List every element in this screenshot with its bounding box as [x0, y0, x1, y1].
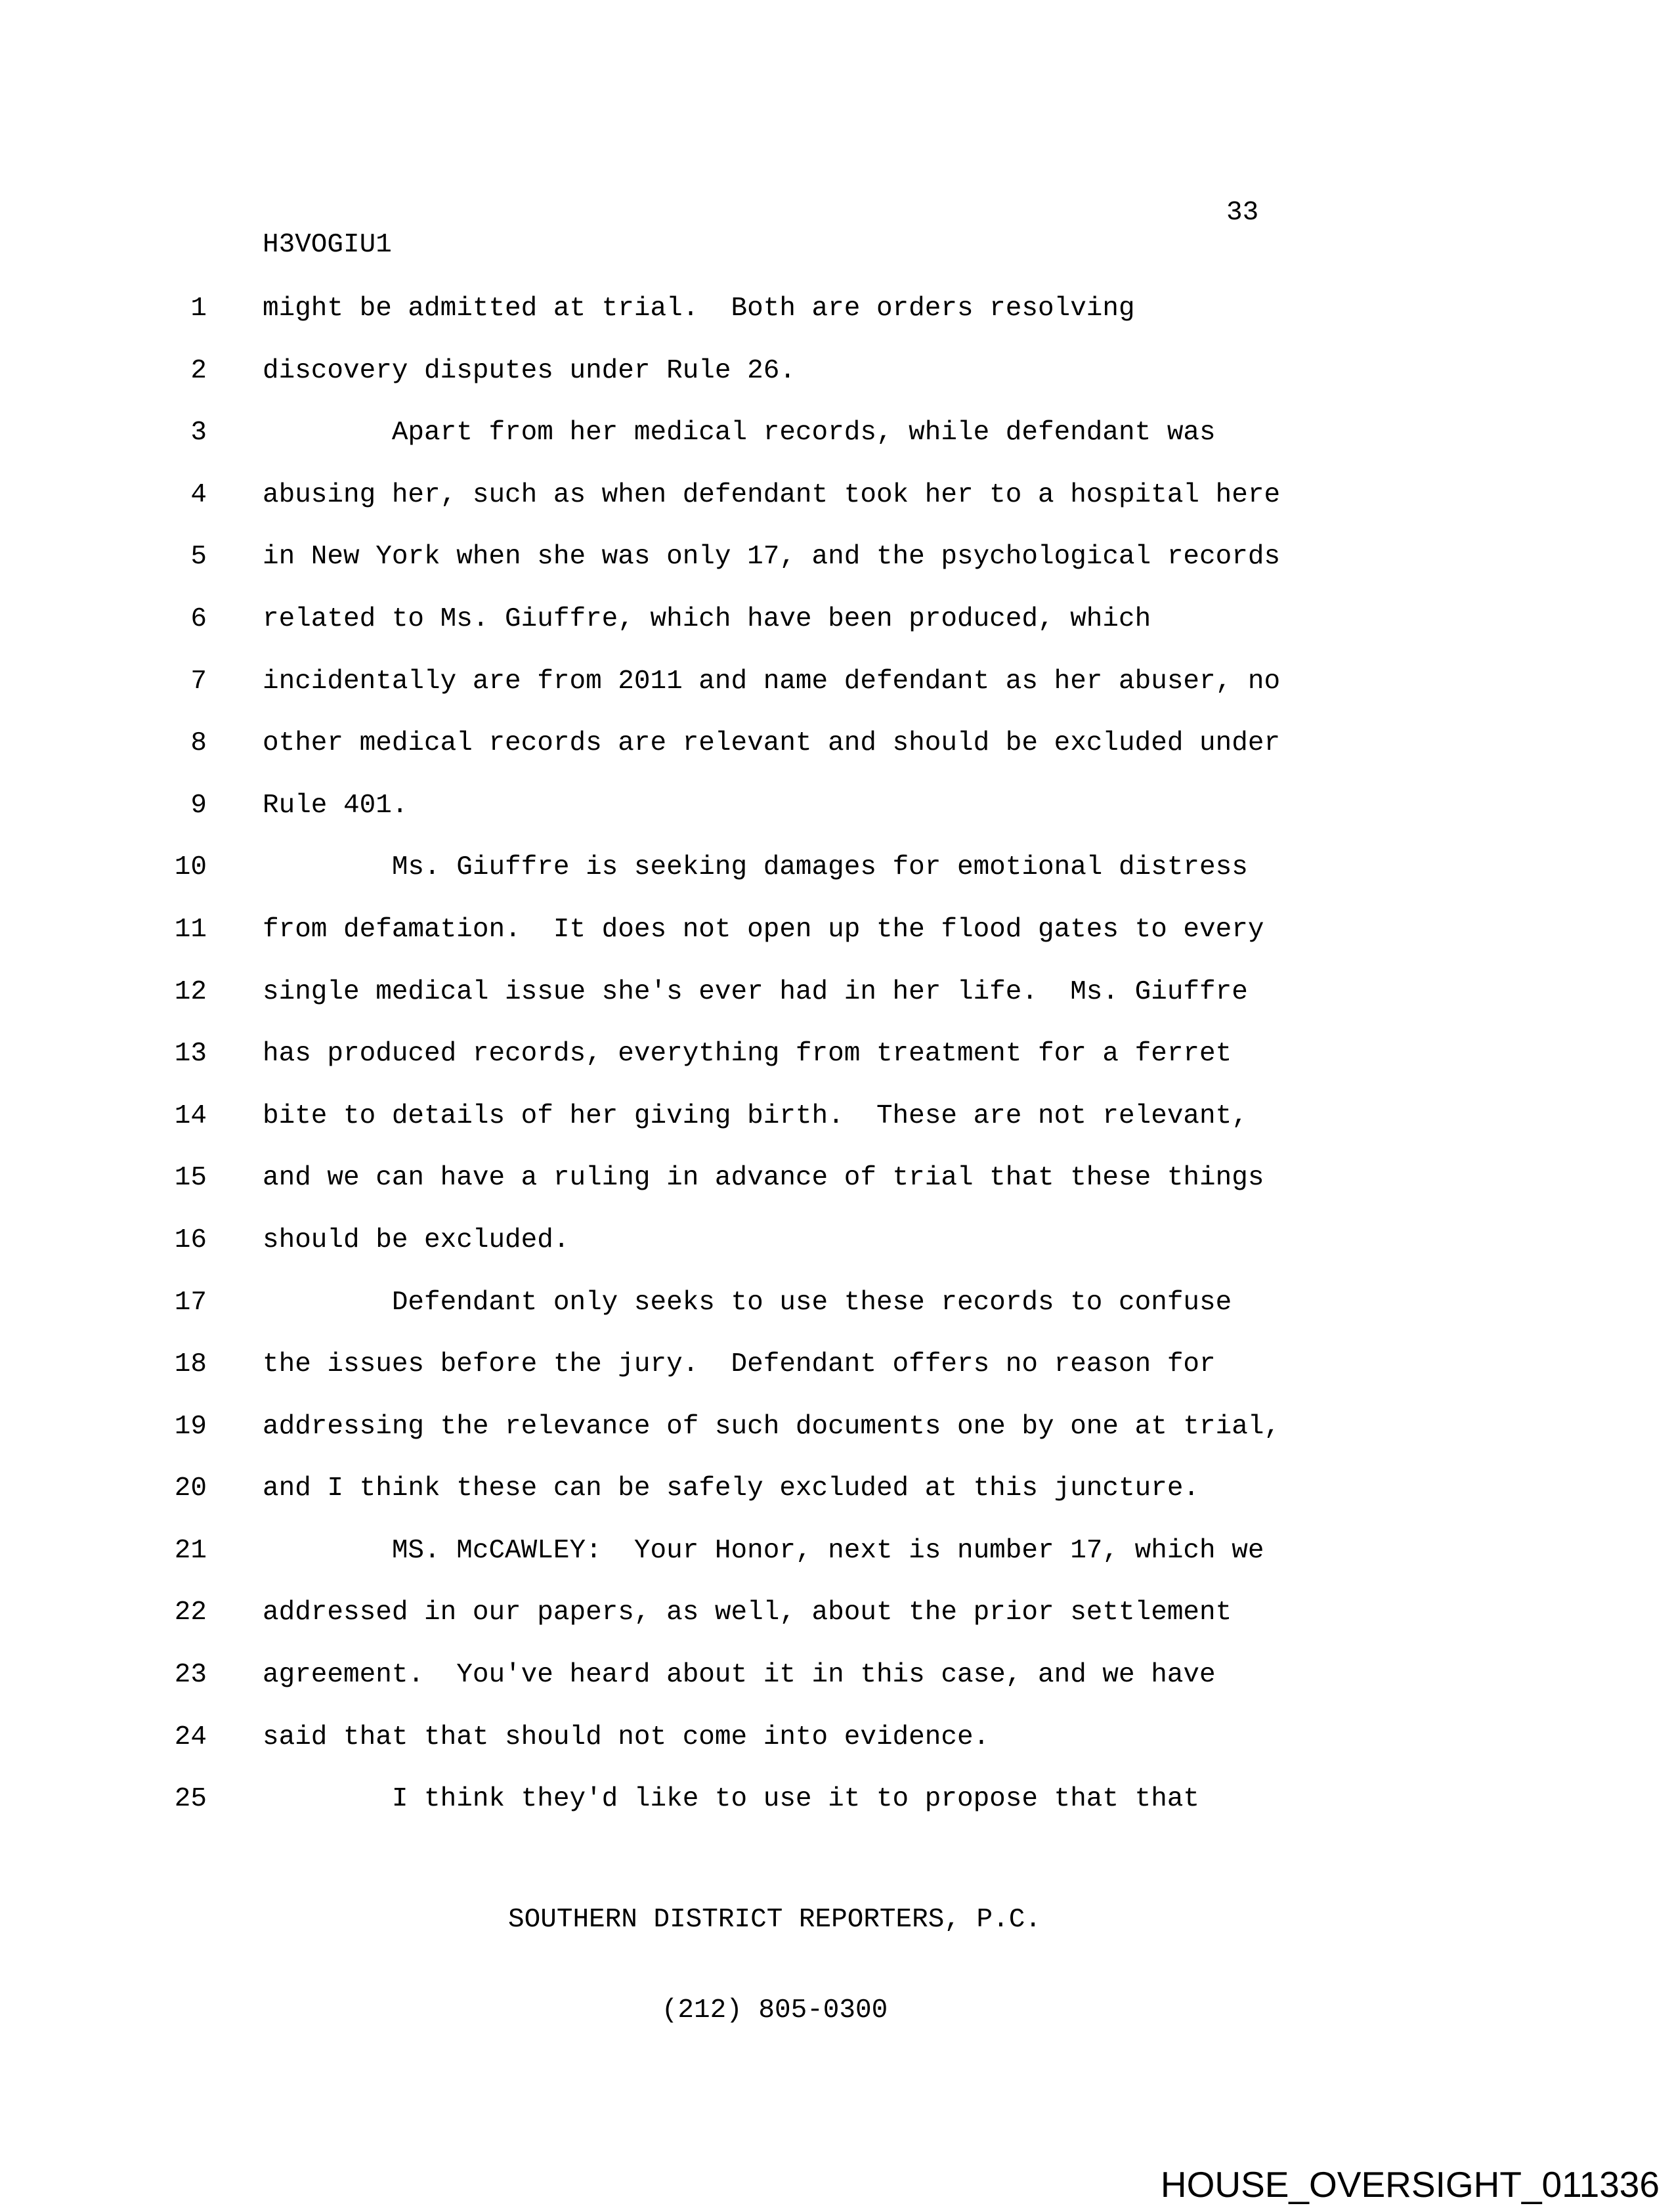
line-text: single medical issue she's ever had in her life. Ms. Giuffre [263, 976, 1248, 1007]
line-text: might be admitted at trial. Both are orders resolving [263, 293, 1135, 324]
line-text: Defendant only seeks to use these records to confuse [263, 1287, 1232, 1318]
line-number: 11 [174, 914, 207, 945]
line-text: related to Ms. Giuffre, which have been produced, which [263, 603, 1151, 634]
transcript-line [0, 775, 1674, 837]
line-text: MS. McCAWLEY: Your Honor, next is number 17, which we [263, 1535, 1264, 1566]
transcript-line [0, 1520, 1674, 1582]
line-number: 23 [174, 1660, 207, 1691]
transcript-line [0, 588, 1674, 651]
transcript-line [0, 1023, 1674, 1085]
line-text: Ms. Giuffre is seeking damages for emotional distress [263, 852, 1248, 883]
line-text: I think they'd like to use it to propose that that [263, 1784, 1200, 1815]
line-number: 9 [190, 790, 207, 821]
line-text: and we can have a ruling in advance of trial that these things [263, 1163, 1264, 1194]
line-number: 4 [190, 479, 207, 510]
line-number: 6 [190, 603, 207, 634]
transcript-line [0, 1147, 1674, 1209]
line-number: 21 [174, 1535, 207, 1566]
transcript-line [0, 836, 1674, 899]
transcript-line [0, 899, 1674, 961]
line-text: should be excluded. [263, 1225, 570, 1255]
transcript-line [0, 526, 1674, 588]
line-number: 10 [174, 852, 207, 883]
line-text: abusing her, such as when defendant took her to a hospital here [263, 479, 1281, 510]
transcript-line [0, 1458, 1674, 1520]
line-text: in New York when she was only 17, and the psychological records [263, 542, 1281, 573]
line-number: 13 [174, 1039, 207, 1070]
line-text: has produced records, everything from treatment for a ferret [263, 1039, 1232, 1070]
bates-stamp: HOUSE_OVERSIGHT_011336 [1160, 2164, 1660, 2205]
transcript-line [0, 1085, 1674, 1148]
line-number: 24 [174, 1722, 207, 1752]
transcript-session-id: H3VOGIU1 [263, 230, 392, 260]
line-text: incidentally are from 2011 and name defendant as her abuser, no [263, 666, 1281, 697]
transcript-line [0, 1272, 1674, 1334]
line-number: 18 [174, 1349, 207, 1380]
transcript-line [0, 278, 1674, 340]
line-text: and I think these can be safely excluded at this juncture. [263, 1473, 1200, 1504]
line-number: 12 [174, 976, 207, 1007]
line-number: 5 [190, 542, 207, 573]
line-number: 16 [174, 1225, 207, 1255]
line-text: bite to details of her giving birth. These are not relevant, [263, 1100, 1248, 1131]
reporter-organization: SOUTHERN DISTRICT REPORTERS, P.C. [508, 1905, 1041, 1935]
line-text: said that that should not come into evidence. [263, 1722, 990, 1752]
line-text: addressing the relevance of such documents one by one at trial, [263, 1411, 1281, 1442]
line-text: discovery disputes under Rule 26. [263, 355, 796, 386]
transcript-line [0, 961, 1674, 1024]
line-number: 19 [174, 1411, 207, 1442]
page-number: 33 [1226, 198, 1259, 228]
line-number: 14 [174, 1100, 207, 1131]
transcript-line [0, 712, 1674, 775]
line-number: 1 [190, 293, 207, 324]
transcript-line [0, 1334, 1674, 1396]
line-text: other medical records are relevant and should be excluded under [263, 728, 1281, 759]
line-text: from defamation. It does not open up the flood gates to every [263, 914, 1264, 945]
transcript-line [0, 1706, 1674, 1769]
transcript-line [0, 1644, 1674, 1706]
line-number: 3 [190, 418, 207, 448]
transcript-line [0, 464, 1674, 527]
transcript-body [0, 278, 1674, 1831]
line-text: the issues before the jury. Defendant offers no reason for [263, 1349, 1216, 1380]
transcript-line [0, 1209, 1674, 1272]
line-number: 7 [190, 666, 207, 697]
line-text: Rule 401. [263, 790, 408, 821]
transcript-line [0, 402, 1674, 464]
line-text: agreement. You've heard about it in this case, and we have [263, 1660, 1216, 1691]
line-text: addressed in our papers, as well, about the prior settlement [263, 1597, 1232, 1628]
transcript-line [0, 340, 1674, 402]
line-number: 15 [174, 1163, 207, 1194]
line-number: 22 [174, 1597, 207, 1628]
reporter-footer [263, 1844, 1287, 2056]
line-number: 8 [190, 728, 207, 759]
transcript-line [0, 1396, 1674, 1458]
transcript-line [0, 1768, 1674, 1831]
line-number: 25 [174, 1784, 207, 1815]
line-number: 2 [190, 355, 207, 386]
transcript-line [0, 1582, 1674, 1644]
reporter-phone: (212) 805-0300 [661, 1995, 888, 2026]
transcript-line [0, 651, 1674, 713]
line-number: 20 [174, 1473, 207, 1504]
line-number: 17 [174, 1287, 207, 1318]
line-text: Apart from her medical records, while defendant was [263, 418, 1216, 448]
